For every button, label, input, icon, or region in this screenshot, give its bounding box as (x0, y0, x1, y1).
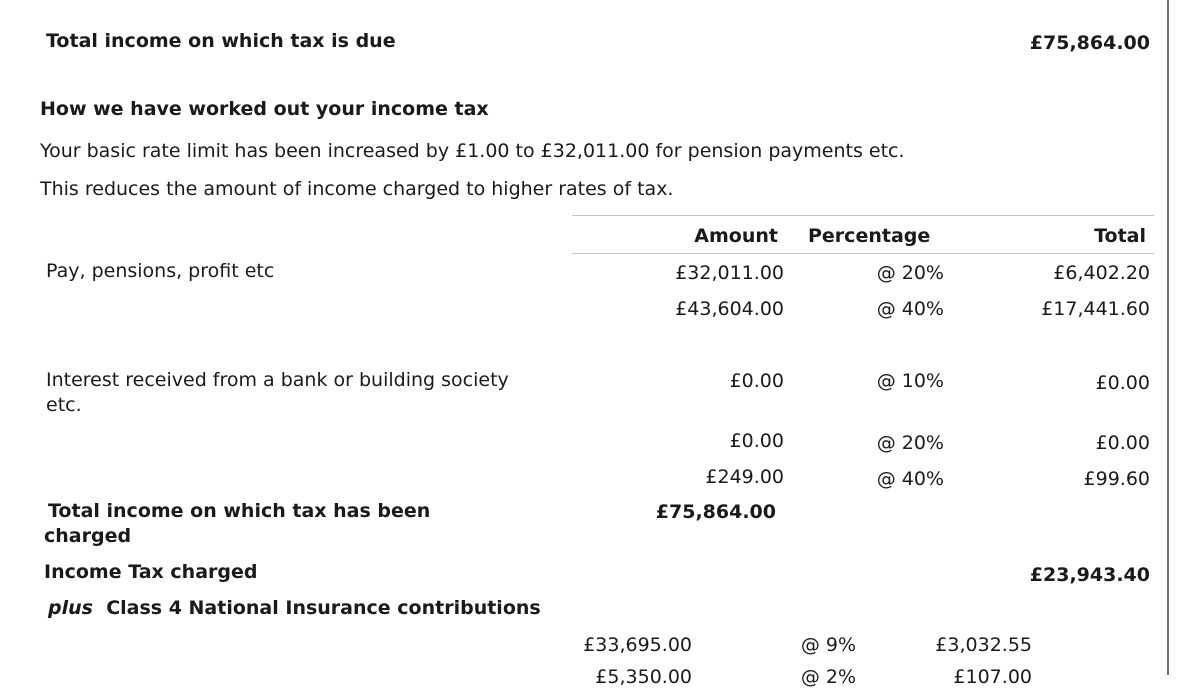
interest-amount: £0.00 (729, 370, 784, 392)
pay-percentage: @ 40% (876, 298, 944, 320)
section-heading: How we have worked out your income tax (40, 98, 489, 120)
interest-percentage: @ 40% (876, 468, 944, 490)
interest-total: £99.60 (1083, 468, 1150, 490)
basic-rate-note: Your basic rate limit has been increased by £1.00 to £32,011.00 for pension payments etc. (40, 140, 905, 162)
column-total: Total (1094, 225, 1146, 247)
interest-amount: £0.00 (729, 430, 784, 452)
pay-amount: £32,011.00 (675, 262, 784, 284)
pay-label: Pay, pensions, profit etc (46, 260, 275, 282)
interest-percentage: @ 10% (876, 370, 944, 392)
income-tax-value: £23,943.40 (1029, 564, 1150, 586)
ni-percentage: @ 2% (800, 666, 856, 688)
pay-amount: £43,604.00 (675, 298, 784, 320)
ni-total: £3,032.55 (935, 634, 1032, 656)
total-due-label: Total income on which tax is due (46, 30, 396, 52)
ni-percentage: @ 9% (800, 634, 856, 656)
charged-total-label: Total income on which tax has been (48, 500, 431, 522)
charged-total-label-cont: charged (44, 525, 132, 547)
page-edge (1167, 0, 1169, 675)
ni-plus: plus (48, 597, 93, 619)
interest-total: £0.00 (1095, 432, 1150, 454)
column-percentage: Percentage (808, 225, 931, 247)
interest-label-cont: etc. (46, 394, 82, 416)
pay-percentage: @ 20% (876, 262, 944, 284)
interest-total: £0.00 (1095, 372, 1150, 394)
pay-total: £17,441.60 (1041, 298, 1150, 320)
pay-total: £6,402.20 (1053, 262, 1150, 284)
interest-percentage: @ 20% (876, 432, 944, 454)
ni-total: £107.00 (953, 666, 1032, 688)
header-rule-top (572, 215, 1154, 216)
higher-rate-note: This reduces the amount of income charged to higher rates of tax. (40, 178, 674, 200)
charged-total-value: £75,864.00 (655, 501, 776, 523)
column-amount: Amount (694, 225, 778, 247)
ni-amount: £33,695.00 (583, 634, 692, 656)
income-tax-label: Income Tax charged (44, 561, 258, 583)
ni-label: Class 4 National Insurance contributions (106, 597, 541, 619)
header-rule-bottom (572, 253, 1154, 254)
ni-heading (48, 597, 541, 619)
total-due-value: £75,864.00 (1029, 32, 1150, 54)
ni-amount: £5,350.00 (595, 666, 692, 688)
interest-amount: £249.00 (705, 466, 784, 488)
interest-label: Interest received from a bank or building society (46, 369, 509, 391)
